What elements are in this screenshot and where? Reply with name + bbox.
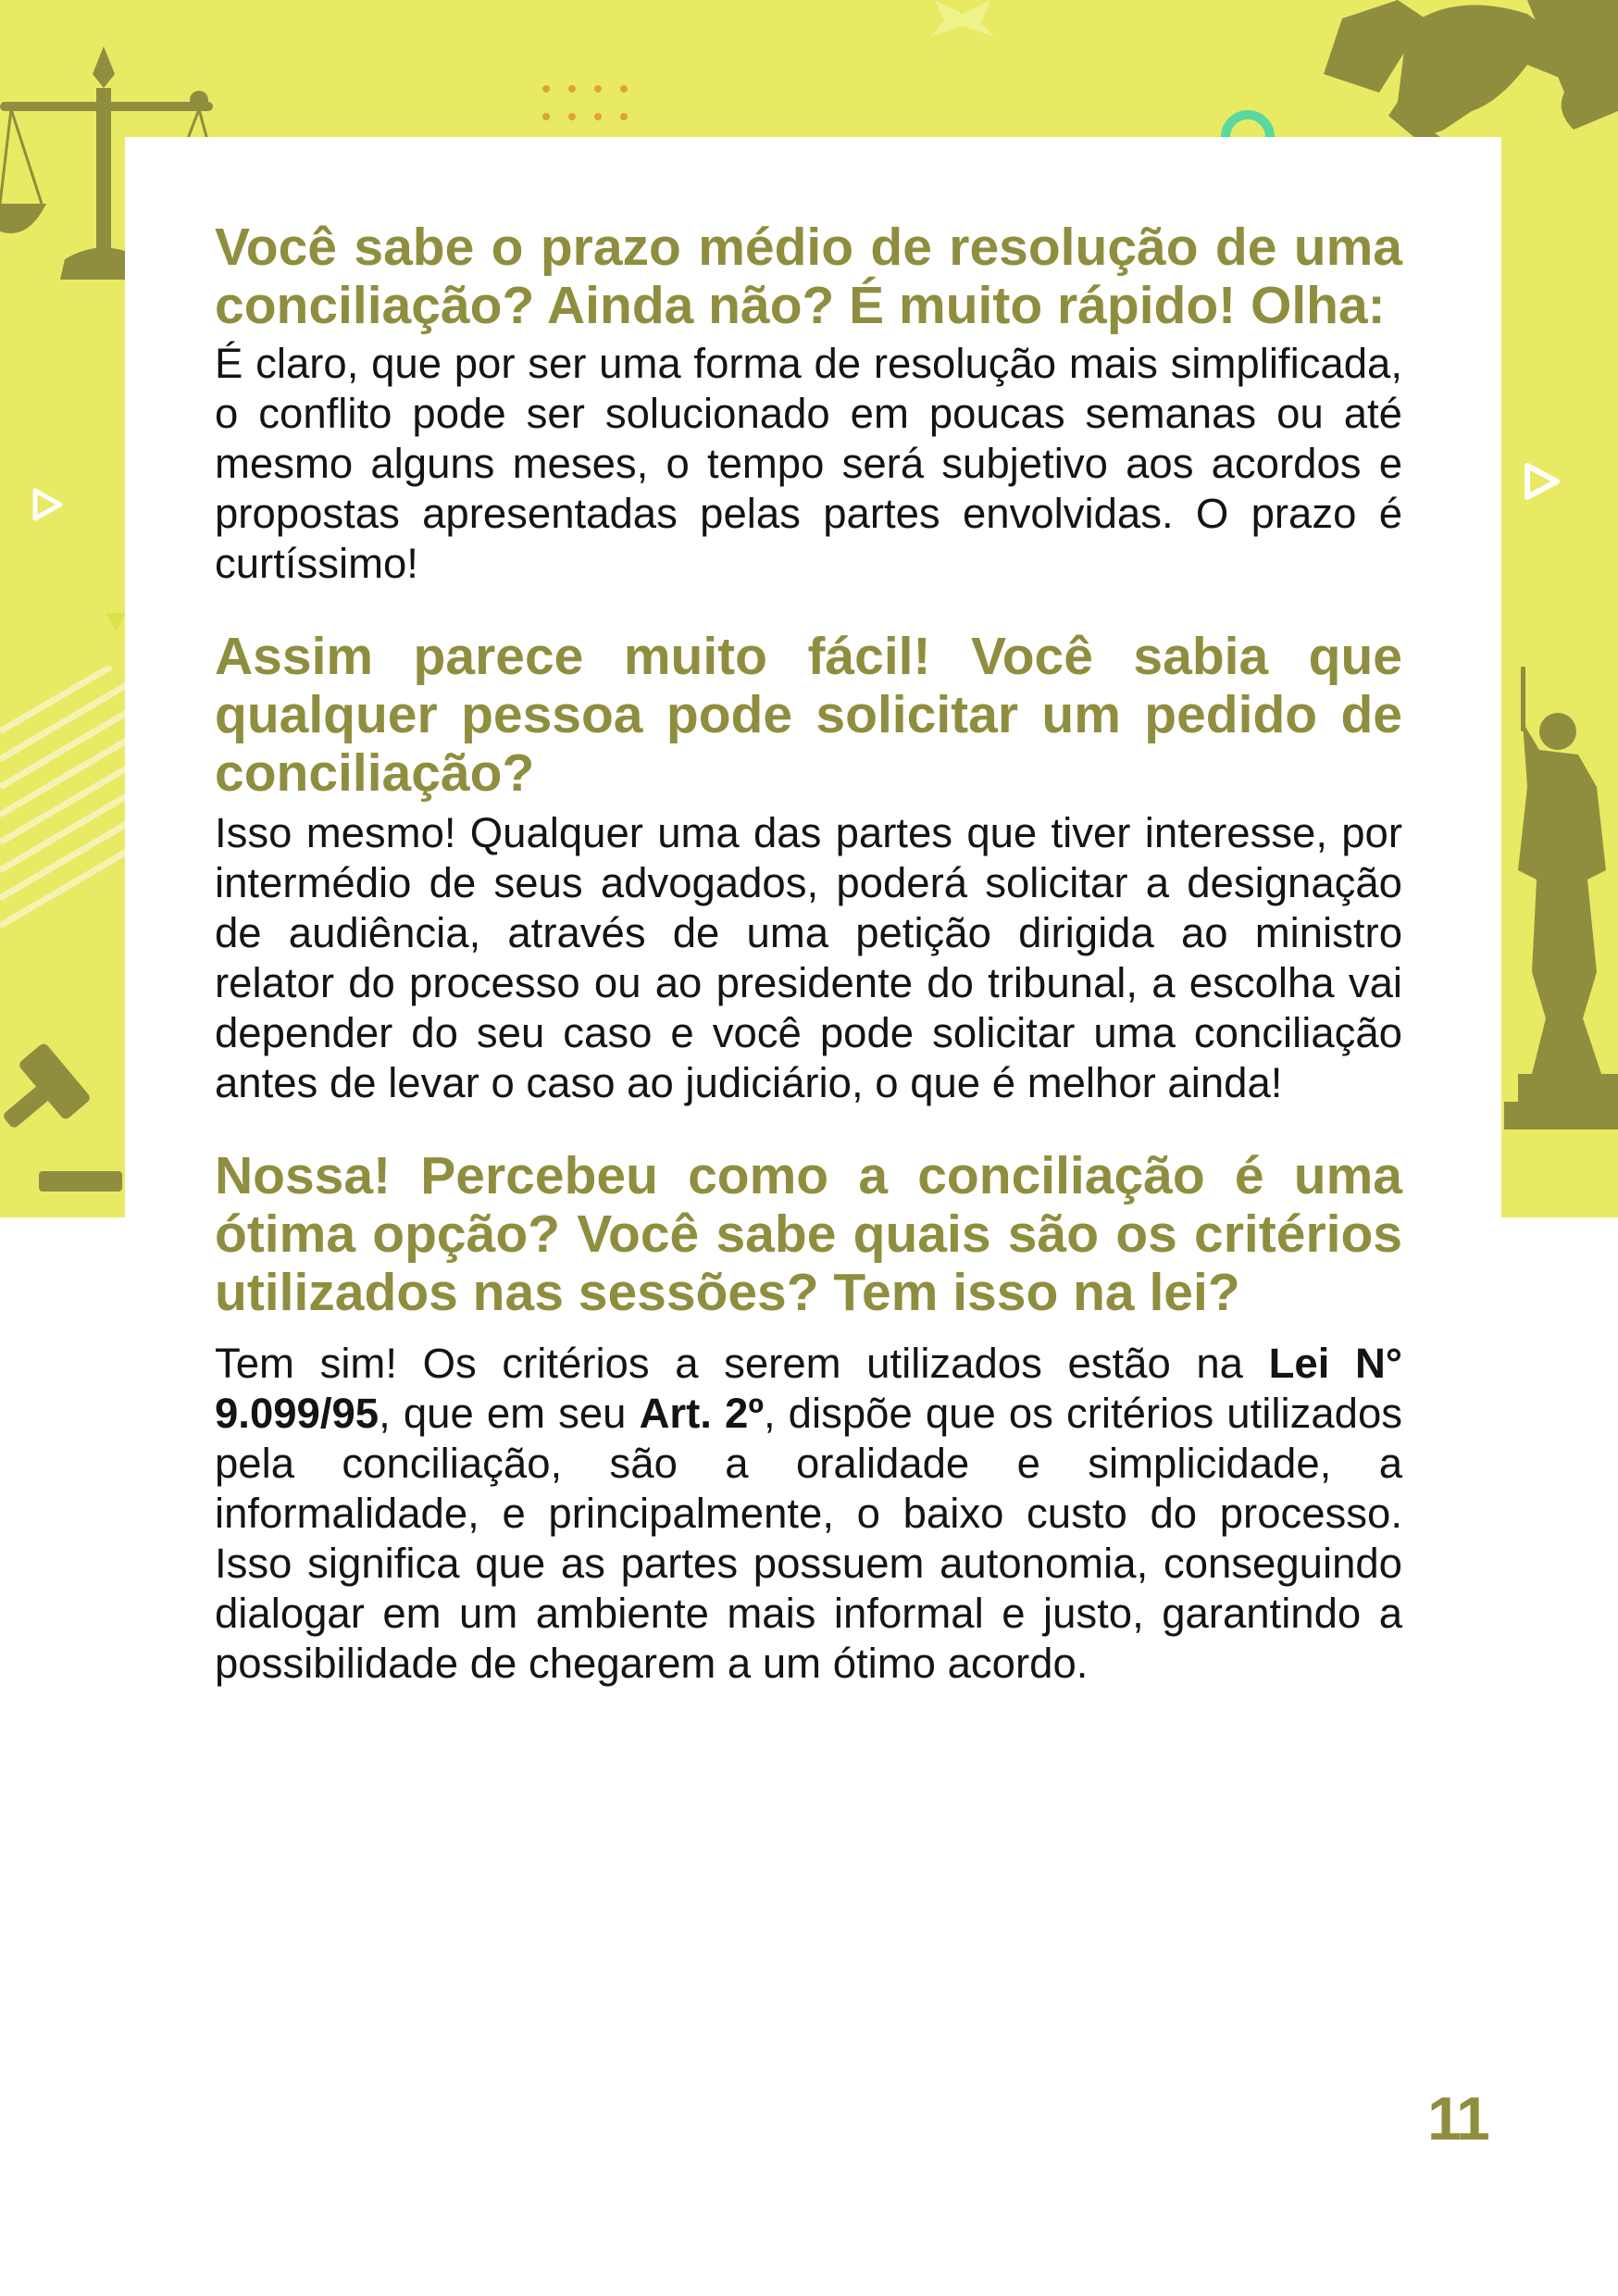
section-body	[215, 1339, 1402, 1689]
body-text: , dispõe que os critérios utilizados pela conciliação, são a oralidade e simplicidade, a informalidade, e principalmente, o baixo custo do processo. Isso significa que as partes possuem autonomia, conseguindo dialogar em um ambiente mais informal e justo, garantindo a possibilidade de chegarem a um ótimo acordo.	[215, 1390, 1402, 1687]
lady-justice-statue-icon	[1495, 667, 1618, 1129]
law-reference: Lei N° 9.099/95	[215, 1340, 1402, 1437]
ring-shape	[1220, 109, 1276, 137]
page-number: 11	[1427, 2084, 1488, 2152]
section-pedido-conciliacao	[215, 628, 1402, 1108]
section-heading: Nossa! Percebeu como a conciliação é uma ótima opção? Você sabe quais são os critérios utilizados nas sessões? Tem isso na lei?	[215, 1146, 1402, 1322]
triangle-shape	[1518, 458, 1564, 505]
triangle-shape	[28, 486, 65, 523]
stripes-pattern	[0, 667, 130, 935]
body-text: Tem sim! Os critérios a serem utilizados estão na	[215, 1340, 1269, 1387]
section-heading: Você sabe o prazo médio de resolução de uma conciliação? Ainda não? É muito rápido! Olha:	[215, 218, 1402, 335]
gavel-icon	[0, 1028, 130, 1204]
section-criterios	[215, 1147, 1402, 1689]
dots-pattern	[537, 83, 648, 125]
article-reference: Art. 2º	[639, 1390, 764, 1437]
body-text: , que em seu	[379, 1390, 640, 1437]
section-body: É claro, que por ser uma forma de resolução mais simplificada, o conflito pode ser solucionado em poucas semanas ou até mesmo alguns meses, o tempo será subjetivo aos acordos e propostas apresentadas pelas partes envolvidas. O prazo é curtíssimo!	[215, 340, 1402, 587]
plus-shape	[926, 0, 1000, 42]
article-content	[215, 218, 1402, 1689]
section-heading: Assim parece muito fácil! Você sabia que qualquer pessoa pode solicitar um pedido de conciliação?	[215, 627, 1402, 803]
section-prazo-medio	[215, 218, 1402, 589]
section-body: Isso mesmo! Qualquer uma das partes que tiver interesse, por intermédio de seus advogados, poderá solicitar a designação de audiência, através de uma petição dirigida ao ministro relator do processo ou ao presidente do tribunal, a escolha vai depender do seu caso e você pode solicitar uma conciliação antes de levar o caso ao judiciário, o que é melhor ainda!	[215, 809, 1402, 1106]
